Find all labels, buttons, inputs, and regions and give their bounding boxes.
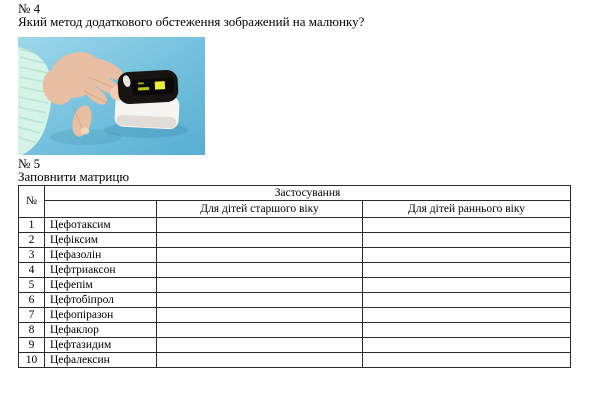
application-group-header: Застосування <box>45 186 571 201</box>
table-row <box>19 293 571 308</box>
row-number: 1 <box>19 218 45 233</box>
answer-cell-younger[interactable] <box>363 323 571 338</box>
question-5-number: № 5 <box>18 156 41 171</box>
answer-cell-younger[interactable] <box>363 263 571 278</box>
oximeter-device <box>110 69 180 129</box>
col-younger-children-header: Для дітей раннього віку <box>363 201 571 218</box>
answer-cell-younger[interactable] <box>363 278 571 293</box>
answer-cell-older[interactable] <box>157 308 363 323</box>
drug-name: Цефопіразон <box>45 308 157 323</box>
table-row <box>19 278 571 293</box>
row-number: 9 <box>19 338 45 353</box>
answer-cell-older[interactable] <box>157 233 363 248</box>
drug-name: Цефтриаксон <box>45 263 157 278</box>
answer-cell-older[interactable] <box>157 248 363 263</box>
answer-cell-younger[interactable] <box>363 353 571 368</box>
row-number: 6 <box>19 293 45 308</box>
answer-cell-younger[interactable] <box>363 308 571 323</box>
row-number: 10 <box>19 353 45 368</box>
table-row <box>19 308 571 323</box>
drug-name: Цефазолін <box>45 248 157 263</box>
row-number: 2 <box>19 233 45 248</box>
drug-name: Цефалексин <box>45 353 157 368</box>
answer-cell-younger[interactable] <box>363 293 571 308</box>
thumb-nail <box>81 128 90 135</box>
row-number: 4 <box>19 263 45 278</box>
drug-name: Цефіксим <box>45 233 157 248</box>
answer-cell-older[interactable] <box>157 323 363 338</box>
answer-cell-older[interactable] <box>157 278 363 293</box>
table-row <box>19 263 571 278</box>
question-4-number: № 4 <box>18 1 41 16</box>
answer-cell-younger[interactable] <box>363 338 571 353</box>
drug-name: Цефтазидим <box>45 338 157 353</box>
drug-name: Цефаклор <box>45 323 157 338</box>
table-row <box>19 338 571 353</box>
row-number: 8 <box>19 323 45 338</box>
drug-name: Цефтобіпрол <box>45 293 157 308</box>
answer-cell-older[interactable] <box>157 263 363 278</box>
oximeter-photo <box>18 37 205 155</box>
oximeter-photo-svg <box>18 37 205 155</box>
display-value-glyphs <box>155 81 165 90</box>
row-number: 7 <box>19 308 45 323</box>
col-older-children-header: Для дітей старшого віку <box>157 201 363 218</box>
display-label-glyphs <box>138 87 149 91</box>
question-5-instruction: Заповнити матрицю <box>18 169 130 184</box>
question-4-text: Який метод додаткового обстеження зображений на малюнку? <box>18 14 365 29</box>
table-row <box>19 323 571 338</box>
row-number: 3 <box>19 248 45 263</box>
answer-cell-younger[interactable] <box>363 233 571 248</box>
answer-cell-older[interactable] <box>157 338 363 353</box>
answer-cell-older[interactable] <box>157 218 363 233</box>
answer-cell-younger[interactable] <box>363 218 571 233</box>
device-display <box>132 78 175 96</box>
row-number: 5 <box>19 278 45 293</box>
answer-cell-younger[interactable] <box>363 248 571 263</box>
table-row <box>19 248 571 263</box>
matrix-table <box>18 185 571 368</box>
drug-name: Цефотаксим <box>45 218 157 233</box>
table-row <box>19 353 571 368</box>
table-row <box>19 218 571 233</box>
table-row <box>19 233 571 248</box>
drug-column-header-empty <box>45 201 157 218</box>
answer-cell-older[interactable] <box>157 353 363 368</box>
answer-cell-older[interactable] <box>157 293 363 308</box>
col-number-header: № <box>19 186 45 218</box>
display-small-glyphs <box>138 82 144 84</box>
drug-name: Цефепім <box>45 278 157 293</box>
